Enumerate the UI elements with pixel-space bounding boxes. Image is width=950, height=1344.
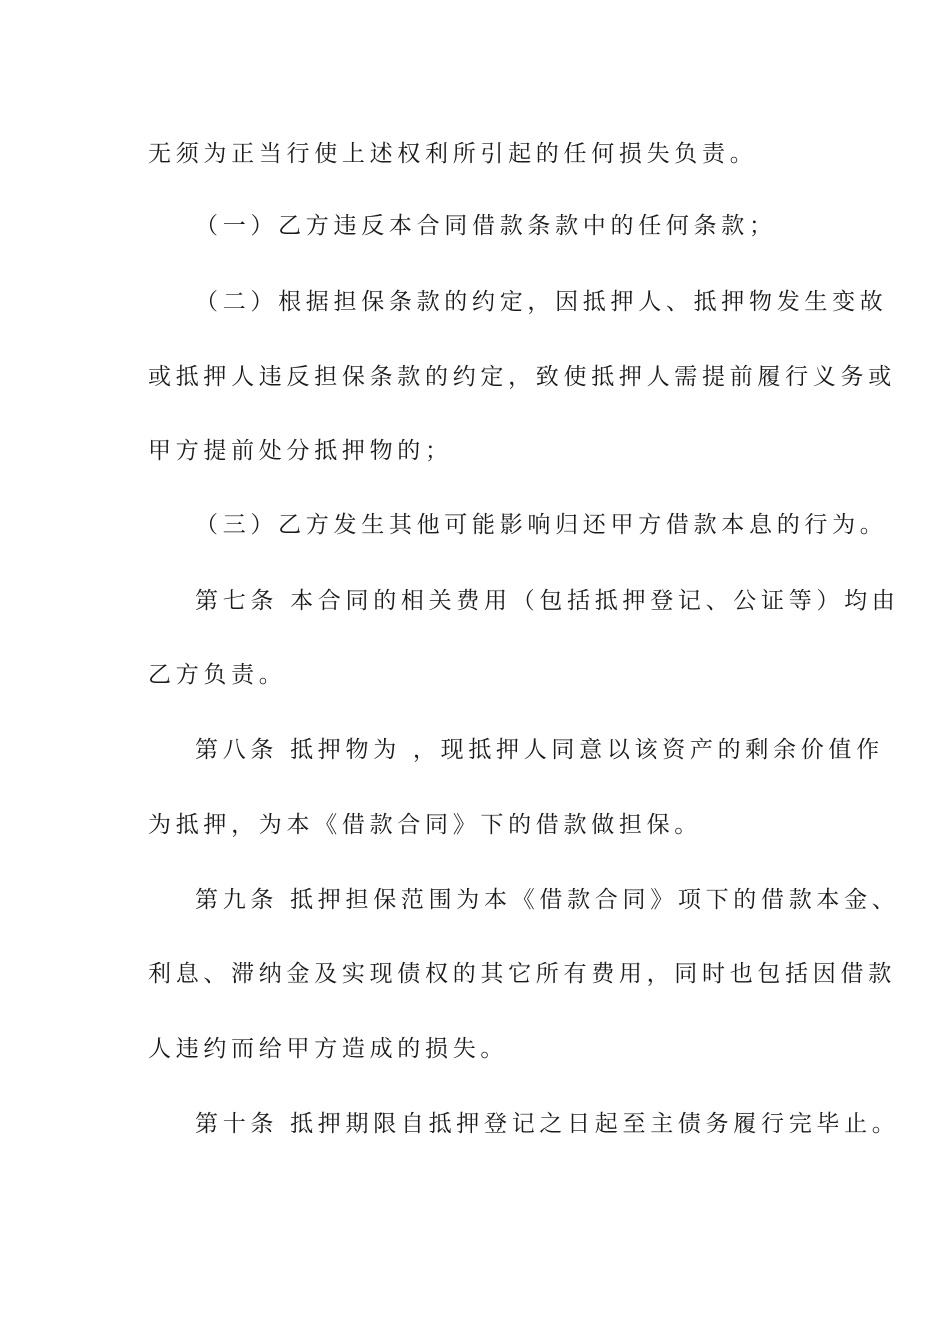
text-line: 乙方负责。 bbox=[148, 662, 287, 688]
text-line: 甲方提前处分抵押物的； bbox=[148, 438, 453, 464]
text-line: 第八条 抵押物为 ，现抵押人同意以该资产的剩余价值作 bbox=[195, 737, 884, 763]
text-line: 为抵押，为本《借款合同》下的借款做担保。 bbox=[148, 812, 702, 838]
text-line: （三）乙方发生其他可能影响归还甲方借款本息的行为。 bbox=[195, 512, 888, 538]
text-line: 人违约而给甲方造成的损失。 bbox=[148, 1036, 509, 1062]
text-line: 第七条 本合同的相关费用（包括抵押登记、公证等）均由 bbox=[195, 588, 900, 614]
text-line: 利息、滞纳金及实现债权的其它所有费用，同时也包括因借款 bbox=[148, 961, 896, 987]
text-line: 无须为正当行使上述权利所引起的任何损失负责。 bbox=[148, 141, 758, 167]
text-line: （一）乙方违反本合同借款条款中的任何条款； bbox=[195, 213, 777, 239]
text-line: 第九条 抵押担保范围为本《借款合同》项下的借款本金、 bbox=[195, 887, 900, 913]
text-line: 第十条 抵押期限自抵押登记之日起至主债务履行完毕止。 bbox=[195, 1111, 900, 1137]
text-line: （二）根据担保条款的约定，因抵押人、抵押物发生变故 bbox=[195, 289, 888, 315]
text-line: 或抵押人违反担保条款的约定，致使抵押人需提前履行义务或 bbox=[148, 364, 896, 390]
